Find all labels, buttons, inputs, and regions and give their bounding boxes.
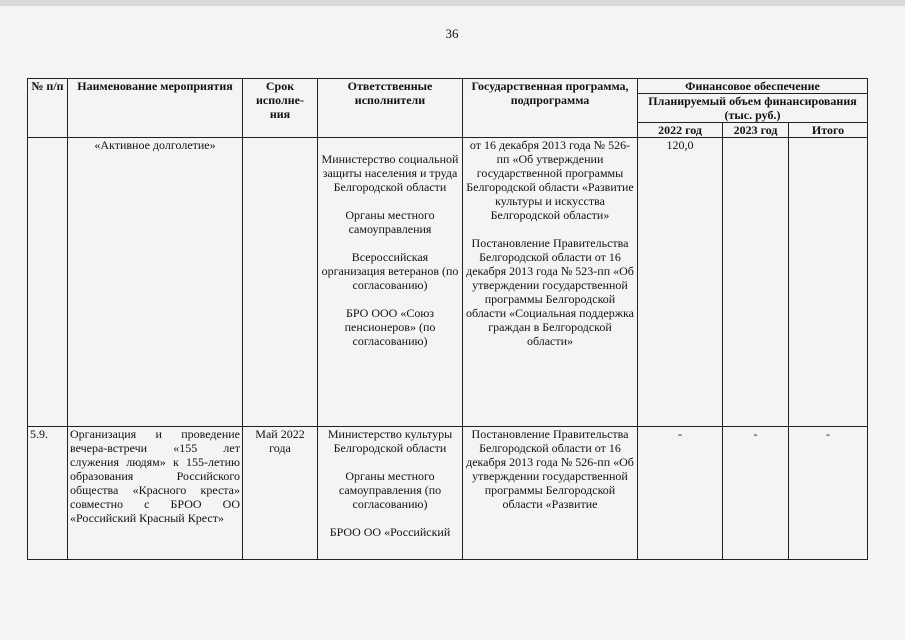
program-523: Постановление Правительства Белгородской области от 16 декабря 2013 года № 523-пп «Об утверждении государственной программы Белгородской области «Социальная поддержка граждан в Белгородской области»: [466, 236, 634, 348]
cell-total: [789, 138, 868, 427]
cell-executors: [318, 138, 463, 427]
cell-num: [28, 138, 68, 427]
cell-2022: -: [638, 427, 723, 560]
cell-name: «Активное долголетие»: [68, 138, 243, 427]
header-planned: Планируемый объем финансирования (тыс. руб.): [638, 94, 868, 123]
header-program: Государственная программа, подпрограмма: [463, 79, 638, 138]
program-526: от 16 декабря 2013 года № 526-пп «Об утверждении государственной программы Белгородской области «Развитие культуры и искусства Белгородской области»: [466, 138, 634, 222]
header-term: Срок исполне- ния: [243, 79, 318, 138]
cell-program: [463, 427, 638, 560]
header-finance: Финансовое обеспечение: [638, 79, 868, 94]
cell-2023: [723, 138, 789, 427]
table-row: [28, 138, 868, 427]
executor-pensioners-union: БРО ООО «Союз пенсионеров» (по согласованию): [344, 306, 436, 348]
header-year-2023: 2023 год: [723, 123, 789, 138]
table-row: [28, 427, 868, 560]
program-526: Постановление Правительства Белгородской области от 16 декабря 2013 года № 526-пп «Об утверждении государственной программы Белгородской области «Развитие: [466, 427, 634, 511]
cell-total: -: [789, 427, 868, 560]
executor-local-government: Органы местного самоуправления (по согласованию): [338, 469, 442, 511]
cell-executors-spacer: [320, 292, 460, 306]
cell-executors-spacer: [320, 236, 460, 250]
header-num: № п/п: [28, 79, 68, 138]
cell-name: Организация и проведение вечера-встречи «155 лет служения людям» к 155-летию образования Российского общества «Красного креста» совместно с БРОО ОО «Российский Красный Крест»: [68, 427, 243, 560]
cell-executors-spacer: [320, 194, 460, 208]
cell-term: [243, 138, 318, 427]
header-row-1: [28, 79, 868, 94]
cell-program: [463, 138, 638, 427]
header-total: Итого: [789, 123, 868, 138]
header-name: Наименование мероприятия: [68, 79, 243, 138]
executor-red-cross: БРОО ОО «Российский: [329, 525, 451, 539]
cell-executors-spacer: [320, 138, 460, 152]
cell-num: 5.9.: [28, 427, 68, 560]
cell-executors: [318, 427, 463, 560]
cell-2023: -: [723, 427, 789, 560]
cell-executors-spacer: [320, 455, 460, 469]
cell-executors-spacer: [320, 511, 460, 525]
page-number: 36: [445, 26, 459, 41]
cell-2022: 120,0: [638, 138, 723, 427]
executor-local-government: Органы местного самоуправления: [345, 208, 435, 236]
cell-program-spacer: [465, 222, 635, 236]
executor-ministry-culture: Министерство культуры Белгородской области: [327, 427, 453, 455]
scan-edge: [0, 0, 905, 6]
header-year-2022: 2022 год: [638, 123, 723, 138]
activities-table: [27, 78, 868, 560]
header-executors: Ответственные исполнители: [318, 79, 463, 138]
executor-veterans-org: Всероссийская организация ветеранов (по согласованию): [321, 250, 459, 292]
cell-term: Май 2022 года: [243, 427, 318, 560]
executor-ministry-social: Министерство социальной защиты населения и труда Белгородской области: [321, 152, 459, 194]
